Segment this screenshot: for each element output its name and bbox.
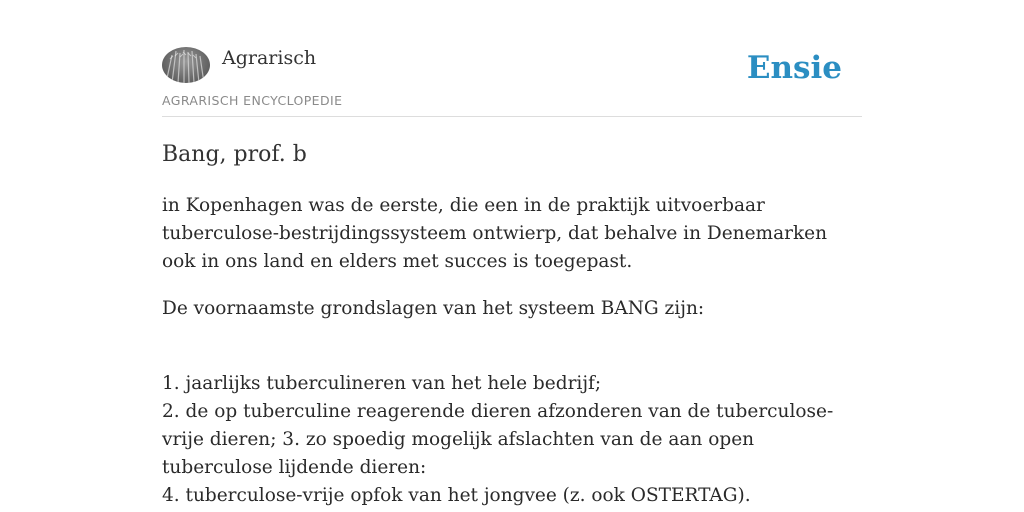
wheat-field-icon[interactable] — [162, 47, 210, 83]
list-item: 4. tuberculose-vrije opfok van het jongvee (z. ook OSTERTAG). — [162, 485, 751, 506]
list-item: 2. de op tuberculine reagerende dieren afzonderen van de tuberculose-vrije dieren; 3. zo spoedig mogelijk afslachten van de aan open tuberculose lijdende dieren: — [162, 401, 834, 478]
brand-logo[interactable]: Ensie — [746, 50, 842, 86]
list-item: 1. jaarlijks tuberculineren van het hele bedrijf; — [162, 373, 602, 394]
article-list — [162, 370, 862, 510]
page-title: Bang, prof. b — [162, 142, 307, 167]
source-name[interactable]: Agrarisch — [222, 47, 317, 69]
spacer — [162, 342, 862, 370]
source-subtitle[interactable]: AGRARISCH ENCYCLOPEDIE — [162, 93, 343, 108]
page-header — [162, 0, 862, 117]
article-body — [162, 192, 862, 510]
page-container — [162, 0, 862, 506]
article-paragraph: De voornaamste grondslagen van het systeem BANG zijn: — [162, 298, 705, 319]
article-paragraph: in Kopenhagen was de eerste, die een in de praktijk uitvoerbaar tuberculose-bestrijdingssysteem ontwierp, dat behalve in Denemarken ook in ons land en elders met succes is toegepast. — [162, 195, 828, 272]
